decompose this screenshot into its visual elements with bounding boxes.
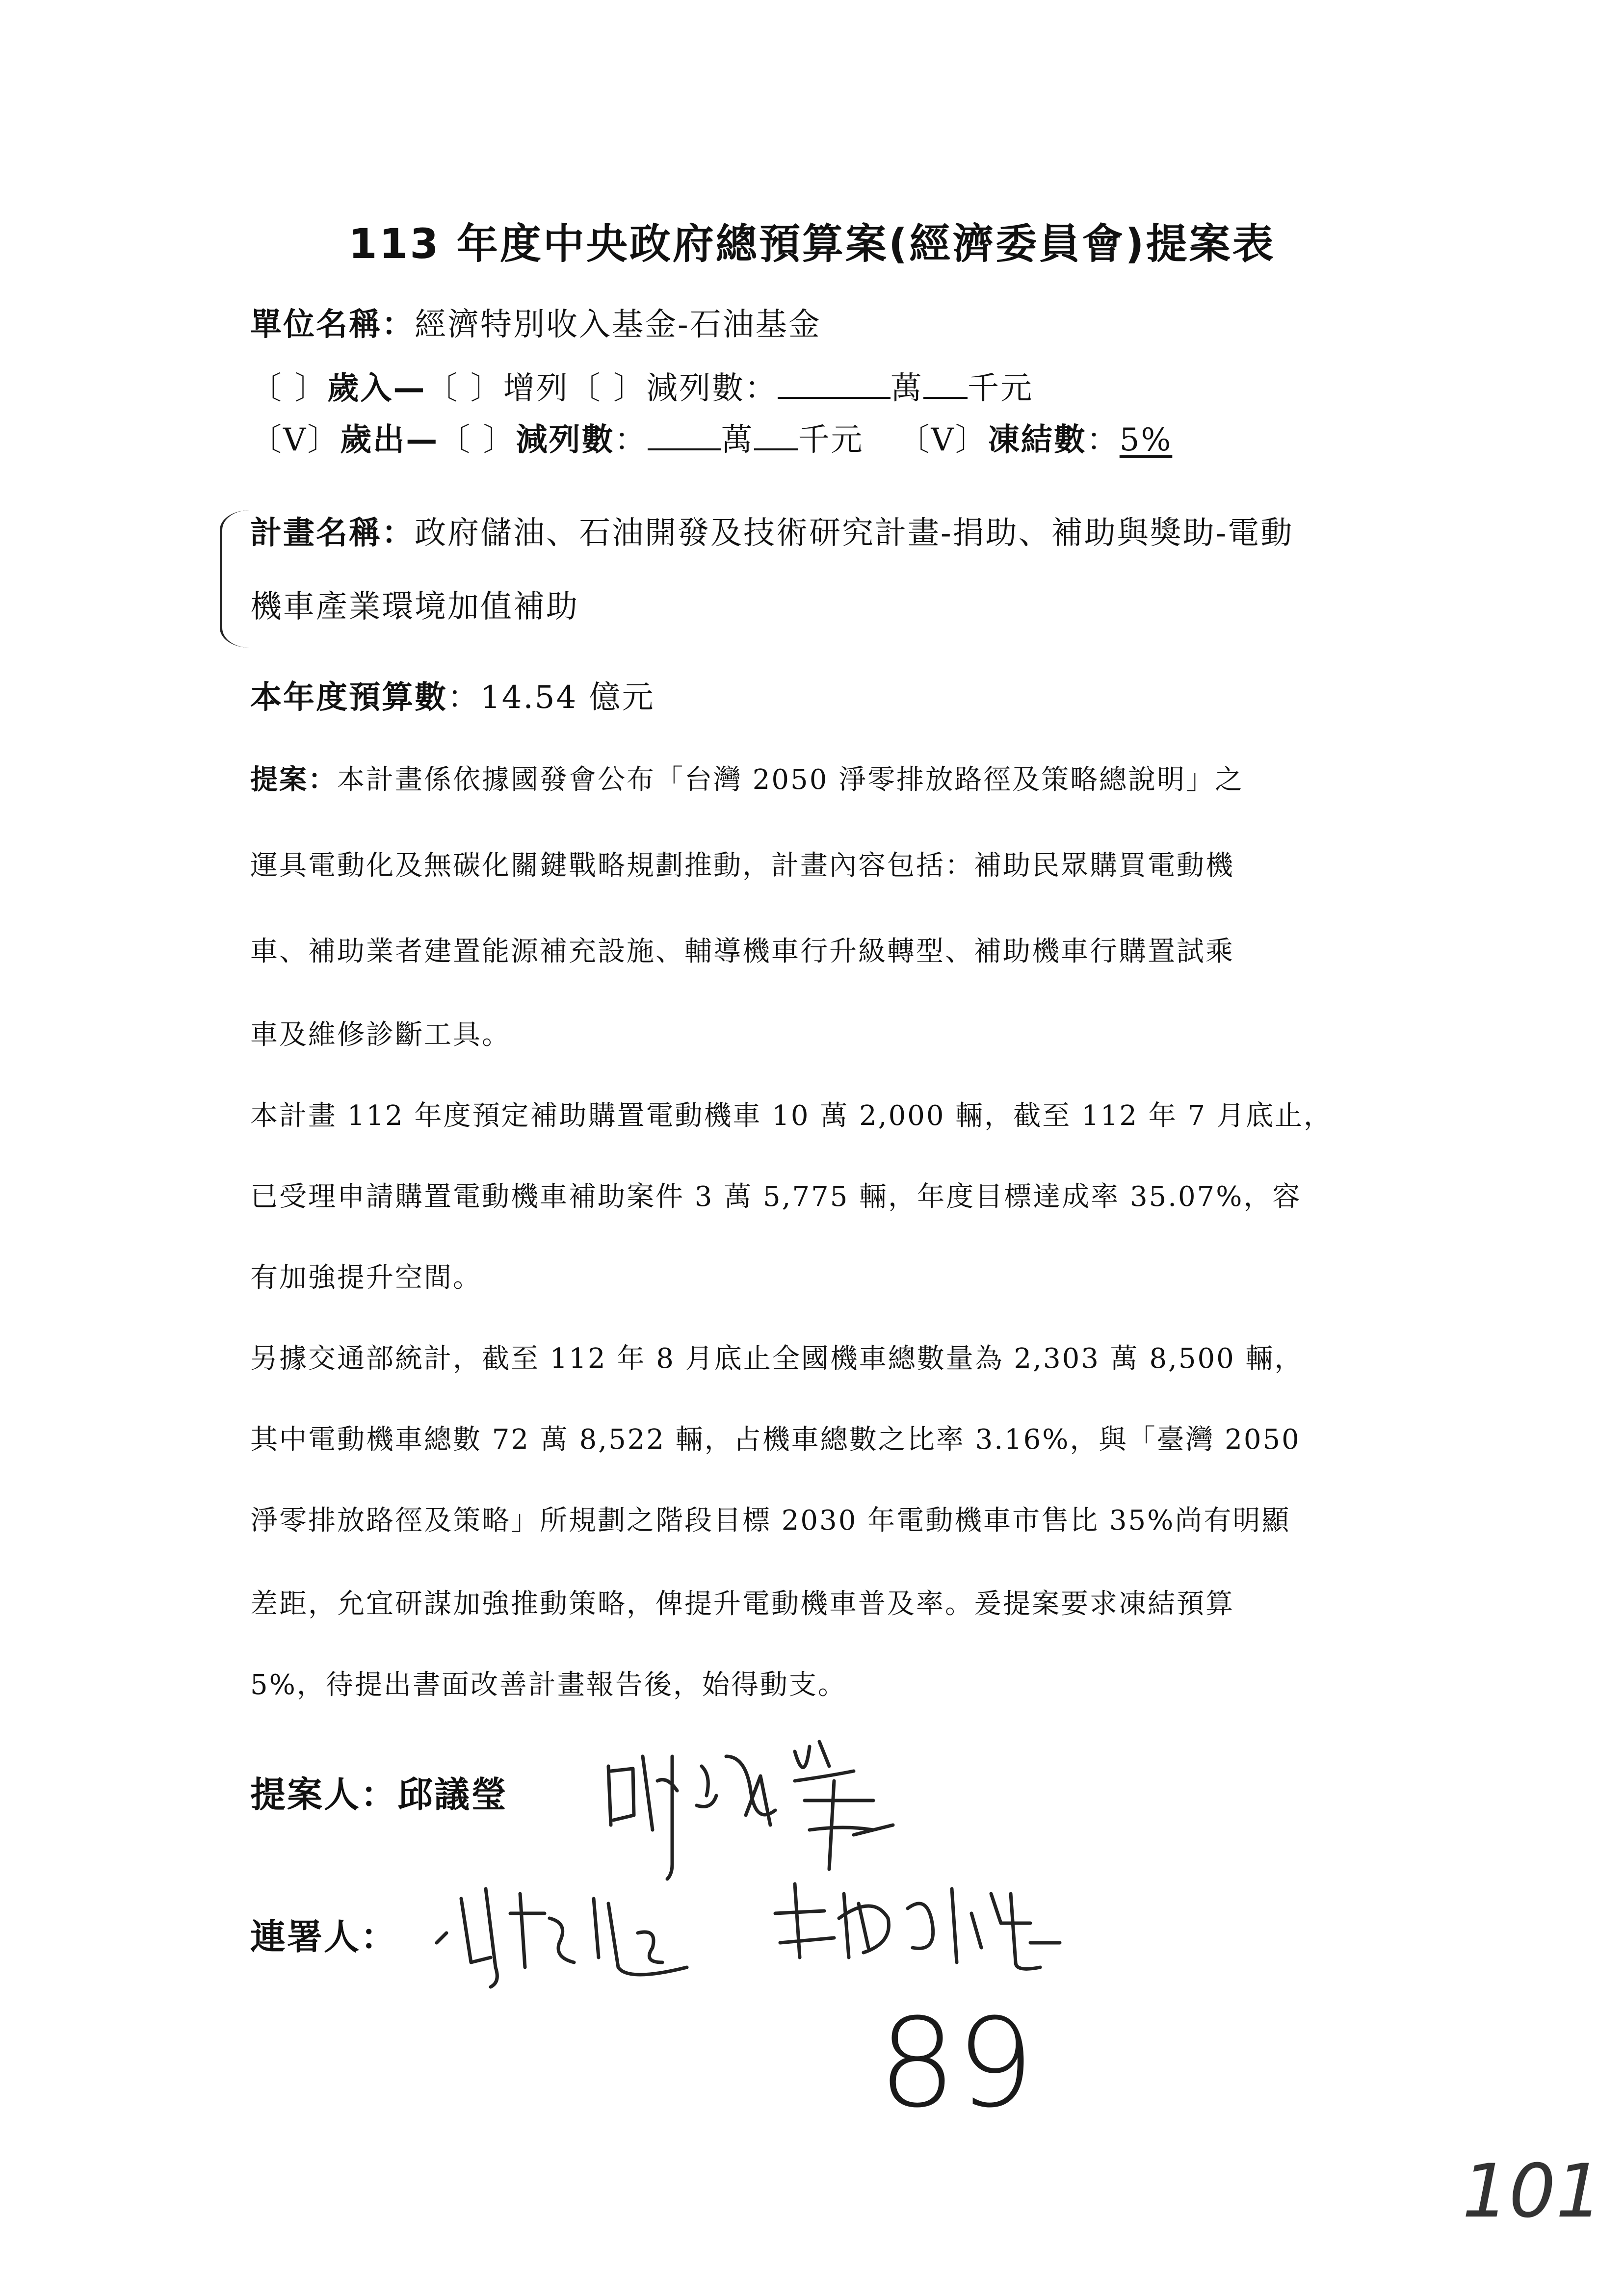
proposal-line: 車及維修診斷工具。 xyxy=(250,1019,511,1051)
proposal-line: 淨零排放路徑及策略」所規劃之階段目標 2030 年電動機車市售比 35%尚有明顯 xyxy=(250,1505,1291,1537)
proposal-line: 車、補助業者建置能源補充設施、輔導機車行升級轉型、補助機車行購置試乘 xyxy=(250,936,1234,967)
revenue-add-label: 增列 xyxy=(503,370,569,407)
freeze-checkbox: 〔V〕 xyxy=(898,422,988,458)
freeze-value: 5% xyxy=(1119,422,1173,458)
revenue-add-checkbox: 〔 〕 xyxy=(426,370,503,407)
cosigner-signature-1 xyxy=(432,1869,736,1997)
expense-cut-checkbox: 〔 〕 xyxy=(439,422,516,458)
expense-checkbox: 〔V〕 xyxy=(250,422,341,458)
proposer-name: 邱議瑩 xyxy=(397,1774,508,1815)
expense-cut-label: 減列數 xyxy=(516,422,615,458)
revenue-wan-blank xyxy=(778,368,891,399)
revenue-checkbox: 〔 〕 xyxy=(250,370,328,407)
proposal-line: 已受理申請購置電動機車補助案件 3 萬 5,775 輛，年度目標達成率 35.07%，容 xyxy=(250,1181,1302,1213)
proposal-line: 有加強提升空間。 xyxy=(250,1262,482,1294)
expense-wan: 萬 xyxy=(721,422,754,458)
expense-row xyxy=(250,415,1172,460)
revenue-row xyxy=(250,363,1033,408)
plan-label: 計畫名稱： xyxy=(250,515,415,551)
proposal-line: 其中電動機車總數 72 萬 8,522 輛，占機車總數之比率 3.16%，與「臺灣 2050 xyxy=(250,1424,1301,1456)
plan-bracket xyxy=(220,510,252,648)
expense-qian-blank xyxy=(754,420,798,450)
freeze-colon: ： xyxy=(1086,422,1120,458)
proposal-line: 5%，待提出書面改善計畫報告後，始得動支。 xyxy=(250,1669,847,1701)
proposal-line: 本計畫 112 年度預定補助購置電動機車 10 萬 2,000 輛，截至 112 年 7 月底止， xyxy=(250,1100,1333,1132)
unit-label: 單位名稱： xyxy=(250,307,415,343)
budget-label: 本年度預算數 xyxy=(250,679,447,716)
proposal-label: 提案： xyxy=(250,764,337,796)
expense-cut-colon: ： xyxy=(614,422,648,458)
page-title: 113 年度中央政府總預算案(經濟委員會)提案表 xyxy=(348,220,1276,268)
plan-name-line2: 機車產業環境加值補助 xyxy=(250,589,579,625)
revenue-qian-blank xyxy=(923,368,968,399)
budget-value: ：14.54 億元 xyxy=(447,679,655,716)
proposer-row xyxy=(250,1766,508,1817)
budget-row xyxy=(250,672,655,717)
expense-label: 歲出— xyxy=(340,422,439,458)
expense-wan-blank xyxy=(648,420,721,450)
corner-number: 101 xyxy=(1462,2149,1603,2234)
revenue-wan: 萬 xyxy=(891,370,924,407)
cosigner-row xyxy=(250,1908,397,1959)
proposal-line: 另據交通部統計，截至 112 年 8 月底止全國機車總數量為 2,303 萬 8,500 輛， xyxy=(250,1343,1304,1375)
expense-qianyuan: 千元 xyxy=(798,422,864,458)
cosigner-label: 連署人： xyxy=(250,1916,398,1957)
plan-name-line1: 政府儲油、石油開發及技術研究計畫-捐助、補助與獎助-電動 xyxy=(415,515,1294,551)
proposal-line-0 xyxy=(250,758,1244,797)
unit-value: 經濟特別收入基金-石油基金 xyxy=(415,307,821,343)
revenue-cut-label: 減列數： xyxy=(646,370,778,407)
proposal-line: 運具電動化及無碳化關鍵戰略規劃推動，計畫內容包括：補助民眾購買電動機 xyxy=(250,850,1234,882)
unit-row xyxy=(250,299,821,344)
proposal-line: 差距，允宜研謀加強推動策略，俾提升電動機車普及率。爰提案要求凍結預算 xyxy=(250,1588,1234,1620)
proposer-label: 提案人： xyxy=(250,1774,398,1815)
proposal-text: 本計畫係依據國發會公布「台灣 2050 淨零排放路徑及策略總說明」之 xyxy=(337,764,1244,796)
revenue-label: 歲入— xyxy=(327,370,426,407)
revenue-qianyuan: 千元 xyxy=(968,370,1034,407)
plan-line-1 xyxy=(250,508,1293,553)
revenue-cut-checkbox: 〔 〕 xyxy=(569,370,647,407)
freeze-label: 凍結數 xyxy=(988,422,1087,458)
page-number: 89 xyxy=(878,1992,1035,2135)
cosigner-signature-2 xyxy=(765,1864,1079,1992)
